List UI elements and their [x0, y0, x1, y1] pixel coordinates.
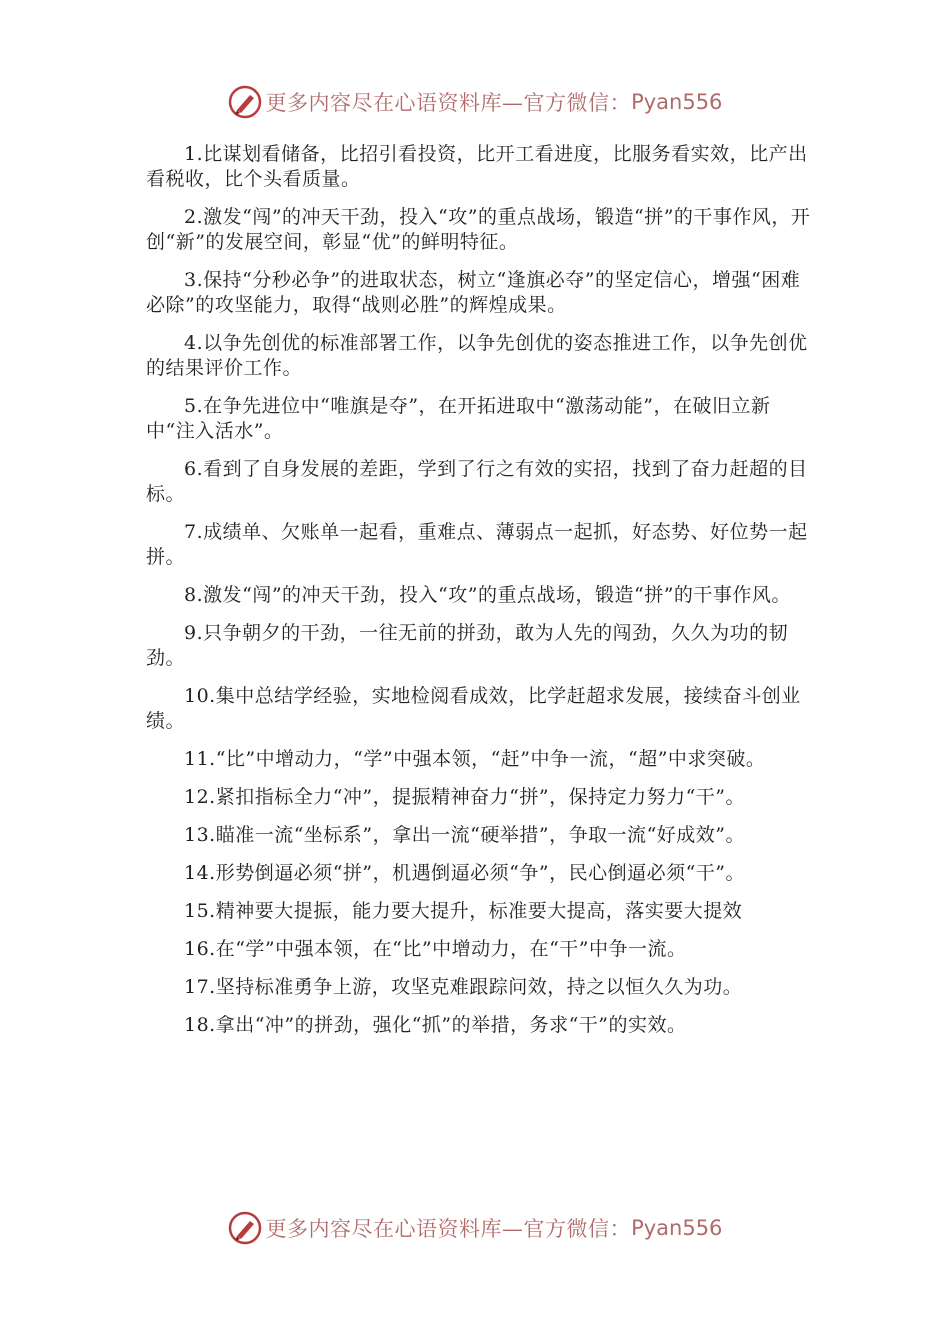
footer-banner — [0, 1208, 950, 1248]
banner-text: 更多内容尽在心语资料库—官方微信： — [265, 1217, 632, 1241]
banner-text: 更多内容尽在心语资料库—官方微信： — [265, 91, 632, 115]
list-item: 18.拿出“冲”的拼劲，强化“抓”的举措，务求“干”的实效。 — [184, 1014, 687, 1036]
list-item: 8.激发“闯”的冲天干劲，投入“攻”的重点战场，锻造“拼”的干事作风。 — [184, 584, 791, 606]
pen-logo-icon — [228, 1211, 262, 1245]
banner-wechat-id: Pyan556 — [631, 1216, 723, 1240]
list-item: 10.集中总结学经验，实地检阅看成效，比学赶超求发展，接续奋斗创业绩。 — [146, 685, 801, 732]
list-item: 3.保持“分秒必争”的进取状态，树立“逢旗必夺”的坚定信心，增强“困难必除”的攻坚能力，取得“战则必胜”的辉煌成果。 — [146, 269, 801, 316]
list-item: 7.成绩单、欠账单一起看，重难点、薄弱点一起抓，好态势、好位势一起拼。 — [146, 521, 808, 568]
list-item: 1.比谋划看储备，比招引看投资，比开工看进度，比服务看实效，比产出看税收，比个头看质量。 — [146, 143, 808, 190]
list-item: 2.激发“闯”的冲天干劲，投入“攻”的重点战场，锻造“拼”的干事作风，开创“新”的发展空间，彰显“优”的鲜明特征。 — [146, 206, 811, 253]
list-item: 11.“比”中增动力，“学”中强本领，“赶”中争一流，“超”中求突破。 — [184, 748, 766, 770]
list-item: 14.形势倒逼必须“拼”，机遇倒逼必须“争”，民心倒逼必须“干”。 — [184, 862, 745, 884]
pen-logo-icon — [228, 85, 262, 119]
header-banner — [0, 82, 950, 122]
list-item: 12.紧扣指标全力“冲”，提振精神奋力“拼”，保持定力努力“干”。 — [184, 786, 745, 808]
document-body — [146, 142, 814, 1051]
list-item: 6.看到了自身发展的差距，学到了行之有效的实招，找到了奋力赶超的目标。 — [146, 458, 808, 505]
list-item: 5.在争先进位中“唯旗是夺”，在开拓进取中“激荡动能”，在破旧立新中“注入活水”。 — [146, 395, 771, 442]
list-item: 13.瞄准一流“坐标系”，拿出一流“硬举措”，争取一流“好成效”。 — [184, 824, 745, 846]
banner-wechat-id: Pyan556 — [631, 90, 723, 114]
list-item: 4.以争先创优的标准部署工作，以争先创优的姿态推进工作，以争先创优的结果评价工作。 — [146, 332, 808, 379]
list-item: 9.只争朝夕的干劲，一往无前的拼劲，敢为人先的闯劲，久久为功的韧劲。 — [146, 622, 789, 669]
list-item: 16.在“学”中强本领，在“比”中增动力，在“干”中争一流。 — [184, 938, 687, 960]
list-item: 17.坚持标准勇争上游，攻坚克难跟踪问效，持之以恒久久为功。 — [184, 976, 743, 998]
list-item: 15.精神要大提振，能力要大提升，标准要大提高，落实要大提效 — [184, 900, 743, 922]
